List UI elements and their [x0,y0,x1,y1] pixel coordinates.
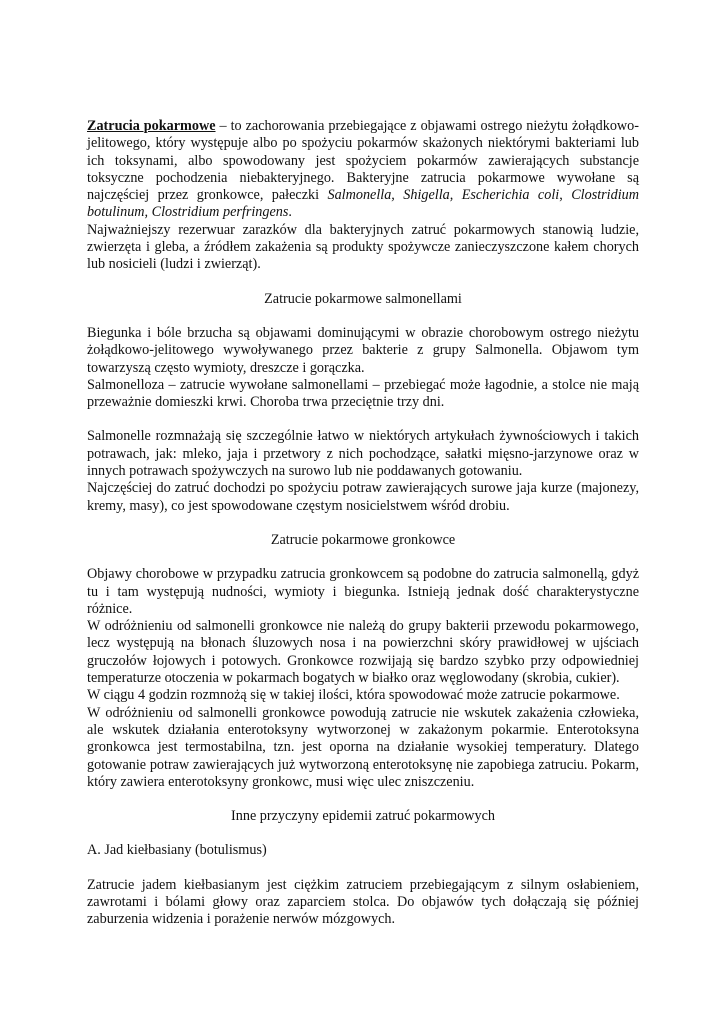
comma: , [559,187,572,204]
staph-paragraph-2: W odróżnieniu od salmonelli gronkowce nie należą do grupy bakterii przewodu pokarmowego, lecz występują na błonach śluzowych nosa i na powierzchni skóry prawidłowej w ujściach gruczołów łojowych i potowych. Gronkowce rozwijają się bardzo szybko przy odpowiedniej temperaturze otoczenia w pokarmach bogatych w białko oraz węglowodany (skrobia, cukier). [87,618,639,687]
intro-paragraph [87,118,639,222]
other-causes-heading: Inne przyczyny epidemii zatruć pokarmowych [231,808,495,825]
salmonella-paragraph-2: Salmonelloza – zatrucie wywołane salmonellami – przebiegać może łagodnie, a stolce nie mają przeważnie domieszki krwi. Choroba trwa przeciętnie trzy dni. [87,376,639,411]
staph-heading: Zatrucie pokarmowe gronkowce [270,531,456,548]
staph-paragraph-3: W ciągu 4 godzin rozmnożą się w takiej ilości, która spowodować może zatrucie pokarmowe. [87,687,620,704]
clostridium-names: Clostridium botulinum, Clostridium perfringens [87,187,640,221]
salmonella-paragraph-3: Salmonelle rozmnażają się szczególnie łatwo w niektórych artykułach żywnościowych i takich potrawach, jak: mleko, jaja i przetwory z nich pochodzące, sałatki mięsno-jarzynowe oraz w innych potrawach spożywczych na surowo lub nie poddawanych gotowaniu. [87,428,639,480]
document-page [87,118,639,929]
defined-term: Zatrucia pokarmowe [87,118,216,134]
salmonella-paragraph-4: Najczęściej do zatruć dochodzi po spożyciu potraw zawierających surowe jaja kurze (majonezy, kremy, masy), co jest spowodowane częstym nosicielstwem wśród drobiu. [87,480,639,514]
botulism-subheading: A. Jad kiełbasiany (botulismus) [87,842,267,859]
staph-paragraph-4: W odróżnieniu od salmonelli gronkowce powodują zatrucie nie wskutek zakażenia człowieka, ale wskutek działania enterotoksyny wytworzonej w zakażonym pokarmie. Enterotoksyna gronkowca jest termostabilna, tzn. jest oporna na działanie wysokiej temperatury. Dlatego gotowanie potraw zawierających już wytworzoną enterotoksynę nie zapobiega zatruciu. Pokarm, który zawiera enterotoksyny gronkowc, musi więc ulec zniszczeniu. [87,704,639,790]
salmonella-heading: Zatrucie pokarmowe salmonellami [264,290,462,307]
intro-text: – to zachorowania przebiegające z objawami ostrego nieżytu żołądkowo-jelitowego, który występuje albo po spożyciu pokarmów skażonych niektórymi bakteriami lub ich toksynami, albo spowodowany jest spożyciem pokarmów zawierających substancje toksyczne pochodzenia niebakteryjnego. Bakteryjne zatrucia pokarmowe wywołane są najczęściej przez gronkowce, pałeczki [87,118,639,204]
staph-paragraph-1: Objawy chorobowe w przypadku zatrucia gronkowcem są podobne do zatrucia salmonellą, gdyż tu i tam występują nudności, wymioty i biegunka. Istnieją jednak dość charakterystyczne różnice. [87,566,639,617]
salmonella-paragraph-1: Biegunka i bóle brzucha są objawami dominującymi w obrazie chorobowym ostrego nieżytu żołądkowo-jelitowego wywoływanego przez bakterie z grupy Salmonella. Objawom tym towarzyszą często wymioty, dreszcze i gorączka. [87,324,639,376]
reservoir-paragraph: Najważniejszy rezerwuar zarazków dla bakteryjnych zatruć pokarmowych stanowią ludzie, zwierzęta i gleba, a źródłem zakażenia są produkty spożywcze zanieczyszczone kałem chorych lub nosicieli (ludzi i zwierząt). [87,221,639,273]
botulism-paragraph: Zatrucie jadem kiełbasianym jest ciężkim zatruciem przebiegającym z silnym osłabieniem, zawrotami i bólami głowy oraz zaparciem stolca. Do objawów tych dołączają się później zaburzenia widzenia i porażenie nerwów mózgowych. [87,876,639,928]
bacteria-names: Salmonella, Shigella, Escherichia coli [327,187,560,204]
period: . [288,204,292,221]
